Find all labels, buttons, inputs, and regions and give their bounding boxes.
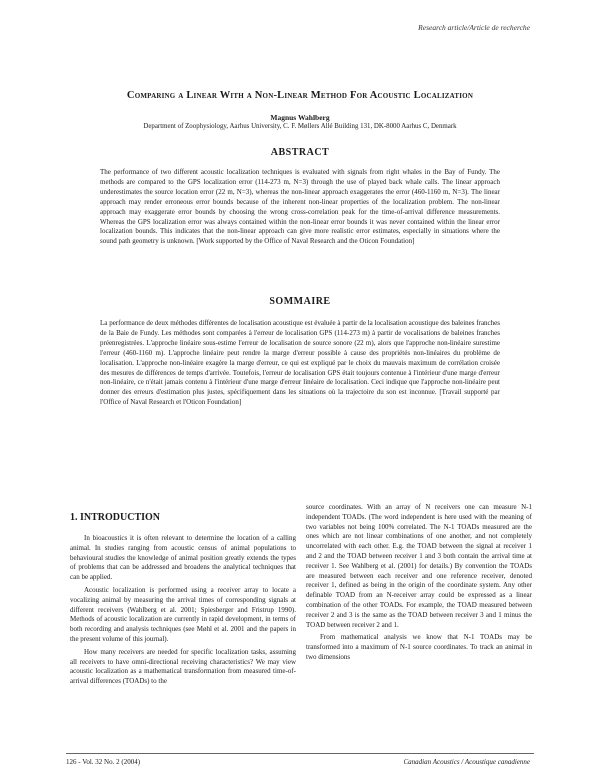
intro-paragraph: How many receivers are needed for specific localization tasks, assuming all receivers to have omni-directional receiving characteristics? We may view acoustic localization as a mathematical transformation from measured time-of-arrival differences (TOADs) to the <box>70 647 296 686</box>
intro-paragraph: Acoustic localization is performed using a receiver array to locate a vocalizing animal by measuring the arrival times of corresponding signals at different receivers (Wahlberg et al. 2001; Spiesberger and Fristrup 1990). Methods of acoustic localization are currently in rapid development, in terms of both recording and analysis techniques (see Møhl et al. 2001 and the papers in the present volume of this journal). <box>70 585 296 643</box>
author-name: Magnus Wahlberg <box>270 113 330 122</box>
intro-paragraph: From mathematical analysis we know that N-1 TOADs may be transformed into a maximum of N-1 source coordinates. To track an animal in two dimensions <box>306 633 532 661</box>
abstract-body: The performance of two different acoustic localization techniques is evaluated with signals from right whales in the Bay of Fundy. The methods are compared to the GPS localization error (114-273 m, N=3) through the use of played back whale calls. The linear approach underestimates the source location error (22 m, N=3), whereas the non-linear approach exaggerates the error (460-1160 m, N=3). The linear approach may render erroneous error bounds because of the inherent non-linear properties of the localization problem. The non-linear approach may exaggerate error bounds by choosing the wrong cross-correlation peak for the time-of-arrival difference measurements. Whereas the GPS localization error was always contained within the non-linear error bounds it was never contained within the linear error localization bounds. This indicates that the non-linear approach can give more realistic error estimates, especially in situations where the sound path geometry is unknown. [Work supported by the Office of Naval Research and the Oticon Foundation] <box>100 168 500 246</box>
sommaire-heading: SOMMAIRE <box>269 296 331 307</box>
right-column <box>306 503 532 666</box>
footer-divider <box>66 753 534 754</box>
paper-title: Comparing a Linear With a Non-Linear Method For Acoustic Localization <box>126 90 474 101</box>
abstract-heading: ABSTRACT <box>270 147 330 158</box>
sommaire-body: La performance de deux méthodes différentes de localisation acoustique est évaluée à partir de la localisation acoustique des baleines franches de la Baie de Fundy. Les méthodes sont comparées à l'erreur de localisation GPS (114-273 m) à partir de vocalisations de baleines franches préenregistrées. L'approche linéaire sous-estime l'erreur de localisation de source sonore (22 m), alors que l'approche non-linéaire surestime l'erreur (460-1160 m). L'approche linéaire peut rendre la marge d'erreur possible à cause des propriétés non-linéaires du problème de localisation. L'approche non-linéaire exagère la marge d'erreur, ce qui est expliqué par le choix du mauvais maximum de corrélation croisée des mesures de différences de temps d'arrivée. Toutefois, l'erreur de localisation GPS était toujours contenue à l'intérieur d'une marge d'erreur non-linéaire, ce n'était jamais contenu à l'intérieur d'une marge d'erreur linéaire de localisation. Ceci indique que l'approche non-linéaire peut donner des erreurs d'estimation plus justes, spécifiquement dans les situations où la trajectoire du son est inconnue. [Travail supporté par l'Office of Naval Research et l'Oticon Foundation] <box>100 319 500 407</box>
footer-volume: 126 - Vol. 32 No. 2 (2004) <box>66 758 141 766</box>
journal-section-tag: Research article/Article de recherche <box>418 23 530 32</box>
author-affiliation: Department of Zoophysiology, Aarhus University, C. F. Møllers Allé Building 131, DK-8000 Aarhus C, Denmark <box>143 123 457 130</box>
footer-journal: Canadian Acoustics / Acoustique canadienne <box>403 758 530 766</box>
intro-paragraph: source coordinates. With an array of N receivers one can measure N-1 independent TOADs. (The word independent is here used with the meaning of two variables not being 100% correlated. The N-1 TOADs measured are the ones which are not linear combinations of one another, and not completely uncorrelated with each other. E.g. the TOAD between the signal at receiver 1 and 2 and the TOAD between receiver 1 and 3 both contain the arrival time at receiver 1. See Wahlberg et al. (2001) for details.) By convention the TOADs are measured between each receiver and one reference receiver, denoted receiver 1, defined as being in the origin of the coordinate system. Any other definable TOAD from an N-receiver array could be expressed as a linear combination of the other TOADs. For example, the TOAD measured between receiver 2 and 3 is the same as the TOAD between receiver 3 and 1 minus the TOAD between receiver 2 and 1. <box>306 503 532 629</box>
introduction-heading: 1. INTRODUCTION <box>70 512 161 523</box>
left-column <box>70 534 296 690</box>
intro-paragraph: In bioacoustics it is often relevant to determine the location of a calling animal. In studies ranging from acoustic census of animal populations to behavioural studies the knowledge of animal position greatly extends the types of problems that can be addressed and broadens the analytical techniques that can be applied. <box>70 534 296 582</box>
